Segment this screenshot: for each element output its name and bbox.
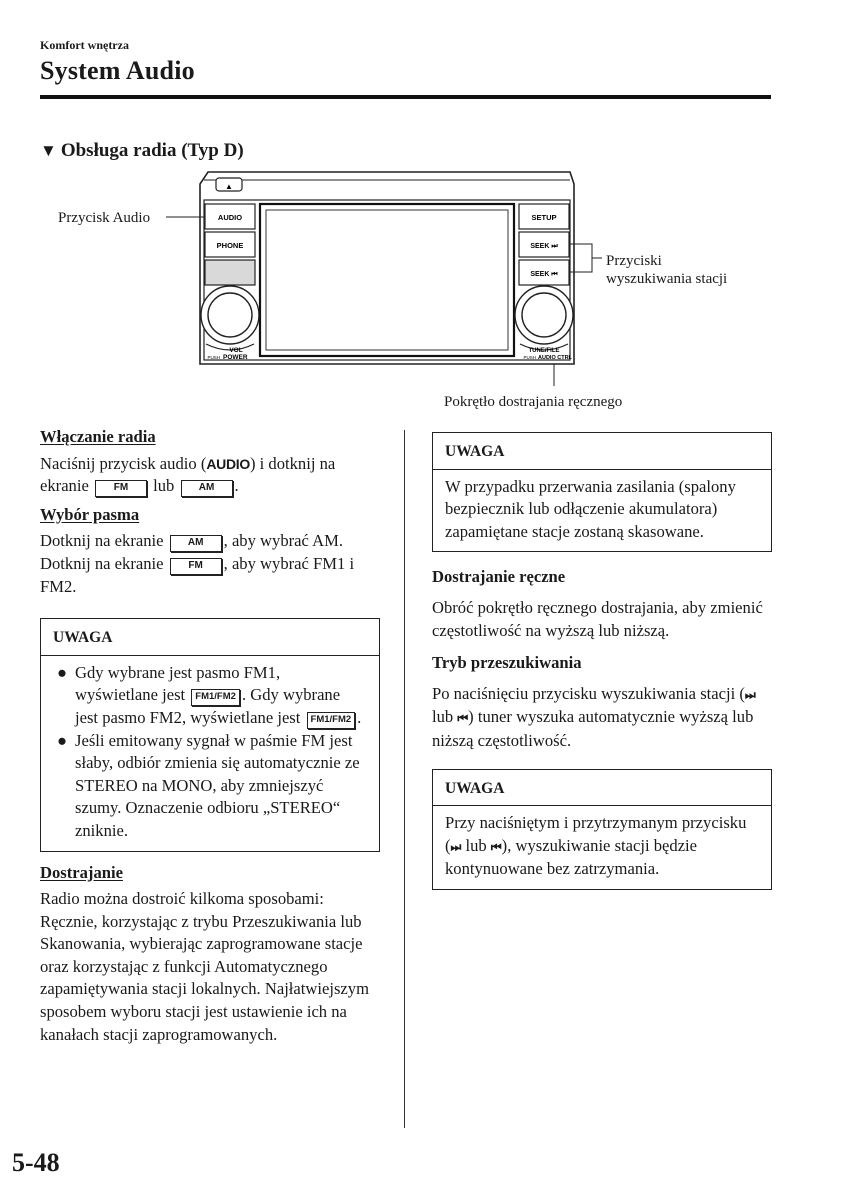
turn-on-text [40, 453, 380, 498]
seek-up-button-label: SEEK ⏭ [530, 243, 558, 250]
tuning-text: Radio można dostroić kilkoma sposobami: Ręcznie, korzystając z trybu Przeszukiwania lub Skanowania, wybierając zaprogramowane stacje oraz korzystając z funkcji Automatycznego zapamiętywania stacji lokalnych. Najłatwiejszym sposobem wyboru stacji jest ustawienie ich na kanałach stacji zaprogramowanych. [40, 889, 369, 1044]
seek-buttons-callout-1: Przyciski [606, 253, 662, 269]
note-b1-text-b: . Gdy wybrane jest pasmo FM2, wyświetlane jest [75, 685, 341, 727]
subsection-heading [40, 140, 244, 162]
right-column [432, 432, 772, 890]
bullet-icon: ● [57, 662, 68, 682]
audio-button-callout: Przycisk Audio [58, 210, 151, 226]
radio-unit-svg [40, 160, 780, 420]
seek-text-c: ) tuner wyszuka automatycznie wyższą lub niższą częstotliwość. [432, 707, 754, 750]
tuning-heading: Dostrajanie [40, 862, 123, 882]
fm1-fm2-indicator-icon: FM1/FM2 [191, 689, 240, 706]
note-box-power [432, 432, 772, 552]
page-number: 5-48 [12, 1148, 60, 1177]
audio-button-label: AUDIO [217, 213, 243, 222]
note-body [41, 656, 379, 851]
seek-back-icon: ⏮ [457, 711, 469, 726]
seek-forward-icon: ⏭ [450, 839, 462, 854]
band-text-c: , aby wybrać FM1 i FM2. [40, 553, 355, 596]
note-bullet-item [53, 730, 367, 843]
bullet-icon: ● [57, 730, 68, 750]
seek-text-a: Po naciśnięciu przycisku wyszukiwania stacji ( [432, 683, 745, 703]
tune-knob-callout: Pokrętło dostrajania ręcznego [444, 394, 623, 410]
note-label: UWAGA [433, 433, 771, 470]
left-column [40, 426, 380, 1050]
note-b2-text: Jeśli emitowany sygnał w paśmie FM jest słaby, odbiór zmienia się automatycznie ze STEREO na MONO, aby zmniejszyć szumy. Oznaczenie odbioru „STEREO“ zniknie. [75, 730, 360, 840]
manual-tuning-heading: Dostrajanie ręczne [432, 567, 566, 587]
title-rule [40, 95, 771, 99]
tune-label-push: PUSH [523, 355, 536, 360]
radio-unit-diagram [40, 160, 780, 420]
turn-on-text-b: ) i dotknij na ekranie [40, 453, 336, 496]
turn-on-text-d: . [234, 476, 239, 496]
band-heading: Wybór pasma [40, 504, 140, 524]
am-screen-button-icon: AM [181, 480, 233, 497]
note-box-fm [40, 618, 380, 851]
turn-on-text-a: Naciśnij przycisk audio ( [40, 453, 207, 473]
note-box-hold [432, 769, 772, 890]
seek-buttons-callout-2: wyszukiwania stacji [606, 271, 728, 287]
manual-tuning-text: Obróć pokrętło ręcznego dostrajania, aby zmienić częstotliwość na wyższą lub niższą. [432, 597, 763, 640]
tune-knob-inner [522, 293, 566, 337]
note-label: UWAGA [41, 619, 379, 656]
section-kicker: Komfort wnętrza [40, 38, 129, 52]
fm-screen-button-icon: FM [170, 558, 222, 575]
turn-on-text-c: lub [148, 476, 179, 496]
audio-icon: AUDIO [206, 455, 250, 472]
page-title: System Audio [40, 56, 195, 85]
note-bullet-item [53, 662, 367, 730]
fm-screen-button-icon: FM [95, 480, 147, 497]
band-text-a: Dotknij na ekranie [40, 531, 168, 551]
seek-mode-text [432, 683, 772, 753]
column-divider [404, 430, 405, 1128]
seek-mode-heading: Tryb przeszukiwania [432, 653, 582, 673]
fm1-fm2-indicator-icon: FM1/FM2 [307, 712, 356, 729]
note-b1-text-a: Gdy wybrane jest pasmo FM1, wyświetlane jest [75, 662, 281, 705]
seek-down-button-label: SEEK ⏮ [530, 271, 558, 278]
seek-back-icon: ⏮ [490, 839, 502, 854]
phone-button-label: PHONE [216, 241, 244, 250]
tune-label-2: AUDIO CTRL [538, 355, 572, 361]
note-body [433, 806, 771, 889]
note2-text-c: ), wyszukiwanie stacji będzie kontynuowane bez zatrzymania. [445, 835, 698, 879]
seek-forward-icon: ⏭ [744, 687, 756, 702]
note-body: W przypadku przerwania zasilania (spalony bezpiecznik lub odłączenie akumulatora) zapamiętane stacje zostaną skasowane. [445, 476, 736, 541]
triangle-down-icon: ▼ [40, 141, 57, 160]
volume-label-1: VOL [229, 347, 243, 354]
setup-button-label: SETUP [531, 213, 557, 222]
eject-icon: ▲ [225, 182, 233, 191]
subsection-title: Obsługa radia (Typ D) [60, 140, 244, 161]
note-bullets [53, 662, 367, 843]
band-text [40, 530, 380, 598]
am-screen-button-icon: AM [170, 535, 222, 552]
volume-knob-inner [208, 293, 252, 337]
note2-text-b: lub [461, 835, 491, 855]
note2-text-a: Przy naciśniętym i przytrzymanym przycisku ( [445, 813, 747, 855]
display-screen-inner [266, 210, 508, 350]
note-b1-text-c: . [357, 707, 362, 727]
band-text-b: , aby wybrać AM. Dotknij na ekranie [40, 531, 343, 573]
volume-label-push: PUSH [207, 355, 220, 360]
blank-button-shape [205, 260, 255, 285]
tune-label-1: TUNE/FILE [528, 348, 560, 354]
note-label: UWAGA [433, 770, 771, 807]
volume-label-2: POWER [223, 354, 248, 361]
seek-text-b: lub [432, 707, 458, 727]
turn-on-heading: Włączanie radia [40, 427, 156, 446]
